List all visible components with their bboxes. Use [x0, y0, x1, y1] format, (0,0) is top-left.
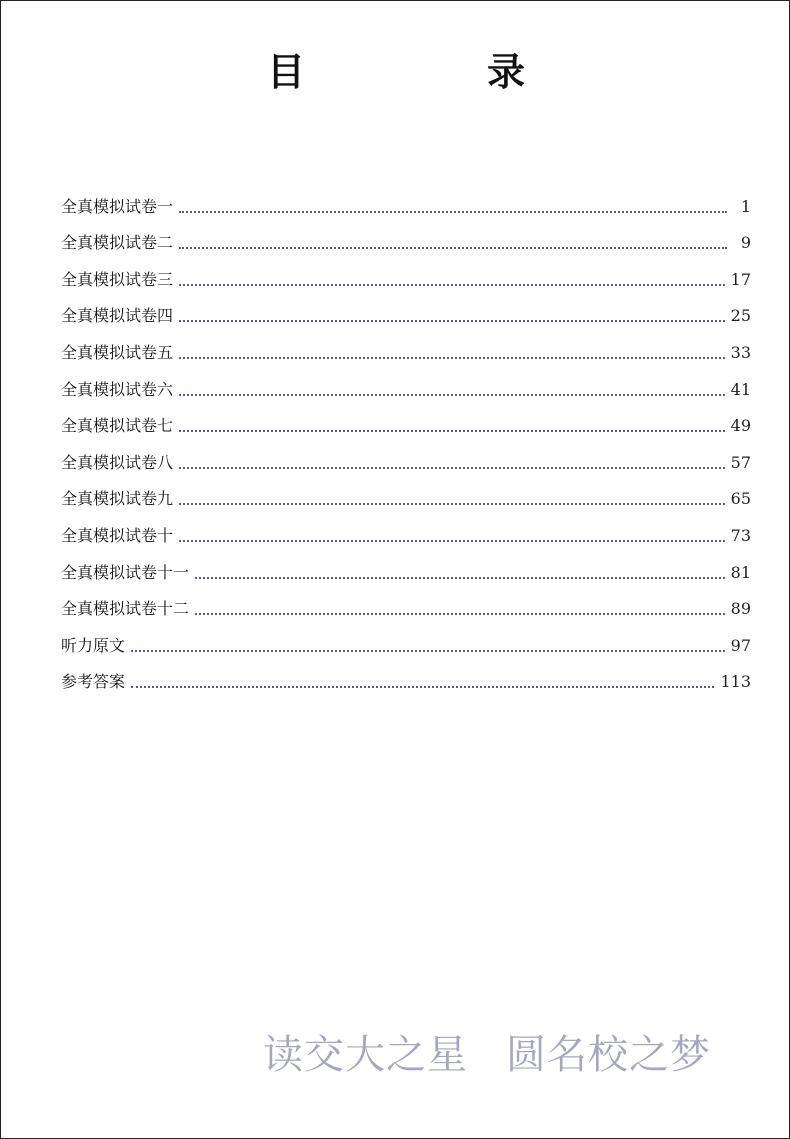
- toc-leader-dots: [179, 247, 727, 249]
- toc-leader-dots: [179, 394, 725, 396]
- toc-entry-label: 全真模拟试卷十二: [61, 599, 190, 619]
- toc-entry[interactable]: [61, 437, 751, 474]
- toc-entry[interactable]: [61, 547, 751, 584]
- toc-entry[interactable]: [61, 181, 751, 218]
- toc-entry-page-number: 33: [730, 342, 751, 362]
- toc-entry[interactable]: [61, 510, 751, 547]
- toc-entry-label: 全真模拟试卷十: [61, 525, 174, 545]
- toc-leader-dots: [179, 430, 725, 432]
- toc-entry-page-number: 97: [730, 635, 751, 655]
- toc-entry[interactable]: [61, 584, 751, 621]
- toc-entry[interactable]: [61, 401, 751, 438]
- toc-entry-label: 全真模拟试卷二: [61, 233, 174, 253]
- toc-entry-label: 全真模拟试卷六: [61, 379, 174, 399]
- toc-entry-label: 全真模拟试卷八: [61, 452, 174, 472]
- toc-entry-page-number: 25: [730, 306, 751, 326]
- toc-entry[interactable]: [61, 620, 751, 657]
- toc-entry-page-number: 41: [730, 379, 751, 399]
- toc-entry-label: 全真模拟试卷七: [61, 416, 174, 436]
- table-of-contents: [61, 181, 751, 693]
- toc-entry[interactable]: [61, 474, 751, 511]
- toc-entry-page-number: 81: [730, 562, 751, 582]
- toc-leader-dots: [179, 467, 725, 469]
- toc-entry-label: 参考答案: [61, 672, 126, 692]
- toc-entry-label: 全真模拟试卷一: [61, 196, 174, 216]
- toc-leader-dots: [179, 284, 725, 286]
- toc-entry[interactable]: [61, 364, 751, 401]
- toc-leader-dots: [179, 357, 725, 359]
- footer-slogan: [263, 1023, 711, 1080]
- toc-entry-label: 听力原文: [61, 635, 126, 655]
- toc-entry-label: 全真模拟试卷九: [61, 489, 174, 509]
- toc-entry-label: 全真模拟试卷十一: [61, 562, 190, 582]
- toc-leader-dots: [179, 540, 725, 542]
- toc-entry-page-number: 113: [720, 672, 751, 692]
- toc-entry[interactable]: [61, 218, 751, 255]
- toc-entry-page-number: 9: [740, 233, 751, 253]
- toc-entry-label: 全真模拟试卷三: [61, 269, 174, 289]
- slogan-part-2: 圆名校之梦: [506, 1032, 711, 1078]
- toc-leader-dots: [179, 320, 725, 322]
- toc-entry-page-number: 1: [740, 196, 751, 216]
- toc-entry-page-number: 73: [730, 525, 751, 545]
- toc-entry-label: 全真模拟试卷五: [61, 342, 174, 362]
- page-title: 目 录: [266, 50, 597, 94]
- toc-leader-dots: [131, 686, 714, 688]
- toc-entry-page-number: 65: [730, 489, 751, 509]
- toc-entry[interactable]: [61, 327, 751, 364]
- toc-entry[interactable]: [61, 291, 751, 328]
- slogan-part-1: 读交大之星: [263, 1032, 468, 1078]
- toc-entry[interactable]: [61, 254, 751, 291]
- toc-leader-dots: [179, 503, 725, 505]
- toc-entry-page-number: 57: [730, 452, 751, 472]
- toc-leader-dots: [195, 613, 725, 615]
- toc-leader-dots: [131, 650, 725, 652]
- toc-entry[interactable]: [61, 657, 751, 694]
- toc-entry-page-number: 49: [730, 416, 751, 436]
- toc-entry-label: 全真模拟试卷四: [61, 306, 174, 326]
- toc-entry-page-number: 17: [730, 269, 751, 289]
- toc-entry-page-number: 89: [730, 599, 751, 619]
- toc-leader-dots: [179, 211, 727, 213]
- toc-leader-dots: [195, 577, 725, 579]
